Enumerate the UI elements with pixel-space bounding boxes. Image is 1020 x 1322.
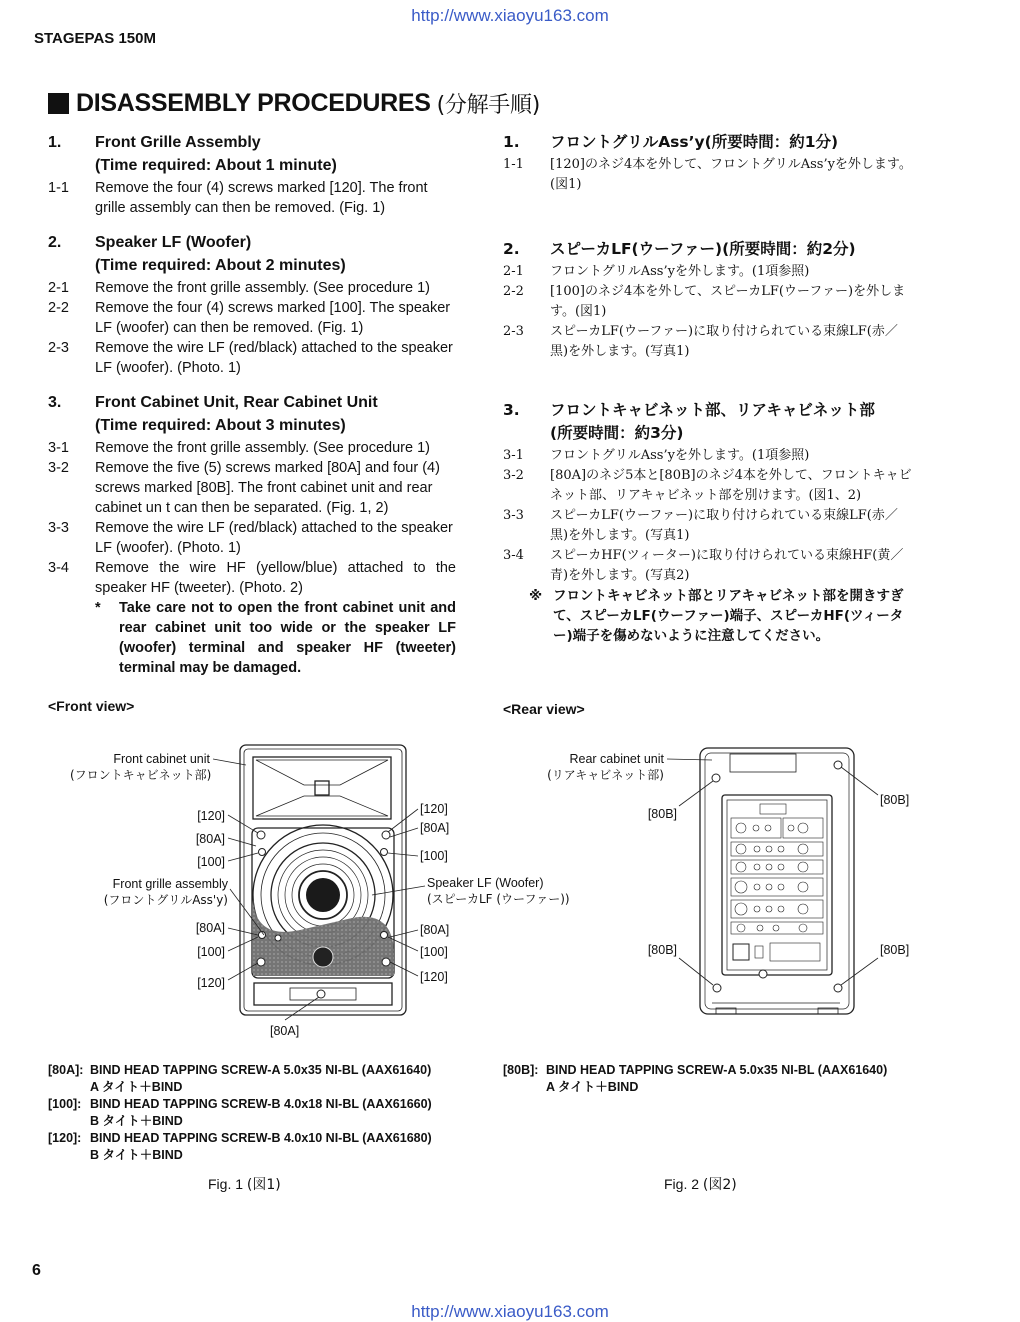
screw-80b <box>834 761 842 769</box>
screw-label-80a: [80A] <box>195 832 225 846</box>
jp-s3-time: (所要時間：約3分) <box>550 424 684 442</box>
screw-label-100: [100] <box>197 945 225 959</box>
step: 2-2 [100]のネジ4本を外して、スピーカLF(ウーファー)を外します。(図1) <box>503 284 906 319</box>
title-en: DISASSEMBLY PROCEDURES <box>76 89 431 117</box>
screw-label-100: [100] <box>420 945 448 959</box>
en-section-1: 1. Front Grille Assembly (Time required: About 1 minute) 1-1 Remove the four (4) screws marked [120]. The front grille assembly can then be removed. (Fig. 1) <box>48 132 456 218</box>
page-number: 6 <box>32 1262 41 1279</box>
jp-section-2: 2. スピーカLF(ウーファー)(所要時間：約2分) 2-1 フロントグリルAss’yを外します。(1項参照) 2-2 [100]のネジ4本を外して、スピーカLF(ウーファー)を外します。(図1) 2-3 スピーカLF(ウーファー)に取り付けられている束線LF(赤／黒)を外します。(写真1) <box>503 239 913 362</box>
handle-recess <box>730 754 796 772</box>
screw-label-80b: [80B] <box>647 943 677 957</box>
front-grille-label: Front grille assembly (フロントグリルAss'y) <box>103 877 228 907</box>
header-url[interactable]: http://www.xiaoyu163.com <box>411 6 609 25</box>
rear-bottom-screw <box>759 970 767 978</box>
screw-label-100: [100] <box>420 849 448 863</box>
step: 3-4 Remove the wire HF (yellow/blue) attached to the speaker HF (tweeter). (Photo. 2) <box>48 560 456 596</box>
step: 3-1 Remove the front grille assembly. (See procedure 1) <box>48 440 430 456</box>
front-cabinet-label: Front cabinet unit (フロントキャビネット部) <box>70 752 212 782</box>
step: 2-1 フロントグリルAss’yを外します。(1項参照) <box>503 264 810 279</box>
screw-label-120: [120] <box>197 809 225 823</box>
screw-label-80b: [80B] <box>647 807 677 821</box>
title-jp: (分解手順) <box>436 93 540 118</box>
caution-note: ※ フロントキャビネット部とリアキャビネット部を開きすぎて、スピーカLF(ウーファー)端子、スピーカHF(ツィーター)端子を傷めないように注意してください。 <box>529 588 904 644</box>
fig1-caption: Fig. 1 (図1) <box>208 1176 281 1193</box>
step: 3-2 Remove the five (5) screws marked [80A] and four (4) screws marked [80B]. The front cabinet unit and rear cabinet un t can then be separated. (Fig. 1, 2) <box>48 460 440 516</box>
screw-80b <box>712 774 720 782</box>
step: 3-3 Remove the wire LF (red/black) attached to the speaker LF (woofer). (Photo. 1) <box>48 520 453 556</box>
step: 2-1 Remove the front grille assembly. (See procedure 1) <box>48 280 430 296</box>
en-s1-time: (Time required: About 1 minute) <box>95 157 337 174</box>
model-name: STAGEPAS 150M <box>34 30 156 47</box>
en-s2-title: Speaker LF (Woofer) <box>95 234 252 251</box>
screw-label-80a-bottom: [80A] <box>270 1024 300 1038</box>
rear-cabinet-label: Rear cabinet unit (リアキャビネット部) <box>547 752 664 782</box>
screw-label-120: [120] <box>420 802 448 816</box>
screw-label-80a: [80A] <box>420 923 450 937</box>
en-s3-time: (Time required: About 3 minutes) <box>95 417 346 434</box>
step: 1-1 Remove the four (4) screws marked [120]. The front grille assembly can then be removed. (Fig. 1) <box>48 180 428 216</box>
rear-screw-legend: [80B]: BIND HEAD TAPPING SCREW-A 5.0x35 NI-BL (AAX61640) A タイト＋BIND <box>503 1063 888 1094</box>
en-s3-title: Front Cabinet Unit, Rear Cabinet Unit <box>95 394 378 411</box>
step: 3-1 フロントグリルAss’yを外します。(1項参照) <box>503 448 810 463</box>
screw-80b <box>834 984 842 992</box>
rear-view-label: <Rear view> <box>503 701 585 717</box>
jp-s1-title: フロントグリルAss’y(所要時間：約1分) <box>550 133 839 151</box>
jp-s2-title: スピーカLF(ウーファー)(所要時間：約2分) <box>550 240 856 258</box>
step: 3-2 [80A]のネジ5本と[80B]のネジ4本を外して、フロントキャビネット部、リアキャビネット部を別けます。(図1、2) <box>503 468 912 503</box>
jp-section-1: 1. フロントグリルAss’y(所要時間：約1分) 1-1 [120]のネジ4本を外して、フロントグリルAss’yを外します。(図1) <box>503 132 913 195</box>
footer-url[interactable]: http://www.xiaoyu163.com <box>411 1302 609 1321</box>
screw-label-80b: [80B] <box>880 793 910 807</box>
screw-label-100: [100] <box>197 855 225 869</box>
en-section-2: 2. Speaker LF (Woofer) (Time required: About 2 minutes) 2-1 Remove the front grille assembly. (See procedure 1) 2-2 Remove the four (4) screws marked [100]. The speaker LF (woofer) can then be removed. (Fig. 1) 2-3 Remove the wire LF (red/black) attached to the speaker LF (woofer). (Photo. 1) <box>48 232 456 378</box>
step: 2-3 Remove the wire LF (red/black) attached to the speaker LF (woofer). (Photo. 1) <box>48 340 453 376</box>
caution-note: * Take care not to open the front cabinet unit and rear cabinet unit too wide or the speaker LF (woofer) terminal and speaker HF (tweeter) terminal may be damaged. <box>95 600 456 676</box>
jp-s3-title: フロントキャビネット部、リアキャビネット部 <box>550 401 875 419</box>
jp-section-3: 3. フロントキャビネット部、リアキャビネット部 (所要時間：約3分) 3-1 フロントグリルAss’yを外します。(1項参照) 3-2 [80A]のネジ5本と[80B]のネジ4本を外して、フロントキャビネット部、リアキャビネット部を別けます。(図1、2) 3-3 スピーカLF(ウーファー)に取り付けられている束線LF(赤／黒)を外します。(写真1) 3-4 スピーカHF(ツィーター)に取り付けられている束線HF(黄／青)を外します。(写真2) ※ フロントキャビネット部とリアキャビネット部を開きすぎて、スピーカLF(ウーファー)端子、スピーカHF(ツィーター)端子を傷めないように注意してください。 <box>503 401 912 644</box>
en-s2-time: (Time required: About 2 minutes) <box>95 257 346 274</box>
screw-label-80a: [80A] <box>195 921 225 935</box>
step: 2-2 Remove the four (4) screws marked [100]. The speaker LF (woofer) can then be removed. (Fig. 1) <box>48 300 451 336</box>
en-section-3: 3. Front Cabinet Unit, Rear Cabinet Unit (Time required: About 3 minutes) 3-1 Remove the front grille assembly. (See procedure 1) 3-2 Remove the five (5) screws marked [80A] and four (4) screws marked [80B]. The front cabinet unit and rear cabinet un t can then be separated. (Fig. 1, 2) 3-3 Remove the wire LF (red/black) attached to the speaker LF (woofer). (Photo. 1) 3-4 Remove the wire HF (yellow/blue) attached to the speaker HF (tweeter). (Photo. 2) * Take care not to open the front cabinet unit and rear cabinet unit too wide or the speaker LF (woofer) terminal and speaker HF (tweeter) terminal may be damaged. <box>48 394 456 676</box>
screw-label-80a: [80A] <box>420 821 450 835</box>
front-view-label: <Front view> <box>48 698 135 714</box>
step: 3-3 スピーカLF(ウーファー)に取り付けられている束線LF(赤／黒)を外します。(写真1) <box>503 508 898 543</box>
screw-label-120: [120] <box>197 976 225 990</box>
control-panel <box>731 804 823 961</box>
en-s1-title: Front Grille Assembly <box>95 134 261 151</box>
front-screw-legend: [80A]: BIND HEAD TAPPING SCREW-A 5.0x35 NI-BL (AAX61640) A タイト＋BIND [100]: BIND HEAD TAPPING SCREW-B 4.0x18 NI-BL (AAX61660) B タイト＋BIND [120]: BIND HEAD TAPPING SCREW-B 4.0x10 NI-BL (AAX61680) B タイト＋BIND <box>48 1063 432 1162</box>
fig2-caption: Fig. 2 (図2) <box>664 1176 737 1193</box>
step: 3-4 スピーカHF(ツィーター)に取り付けられている束線HF(黄／青)を外します。(写真2) <box>503 548 904 583</box>
screw-label-120: [120] <box>420 970 448 984</box>
screw-80b <box>713 984 721 992</box>
step: 2-3 スピーカLF(ウーファー)に取り付けられている束線LF(赤／黒)を外します。(写真1) <box>503 324 898 359</box>
woofer-label: Speaker LF (Woofer) (スピーカLF (ウーファー)) <box>427 876 570 906</box>
screw-label-80b: [80B] <box>880 943 910 957</box>
step: 1-1 [120]のネジ4本を外して、フロントグリルAss’yを外します。(図1) <box>503 157 912 192</box>
